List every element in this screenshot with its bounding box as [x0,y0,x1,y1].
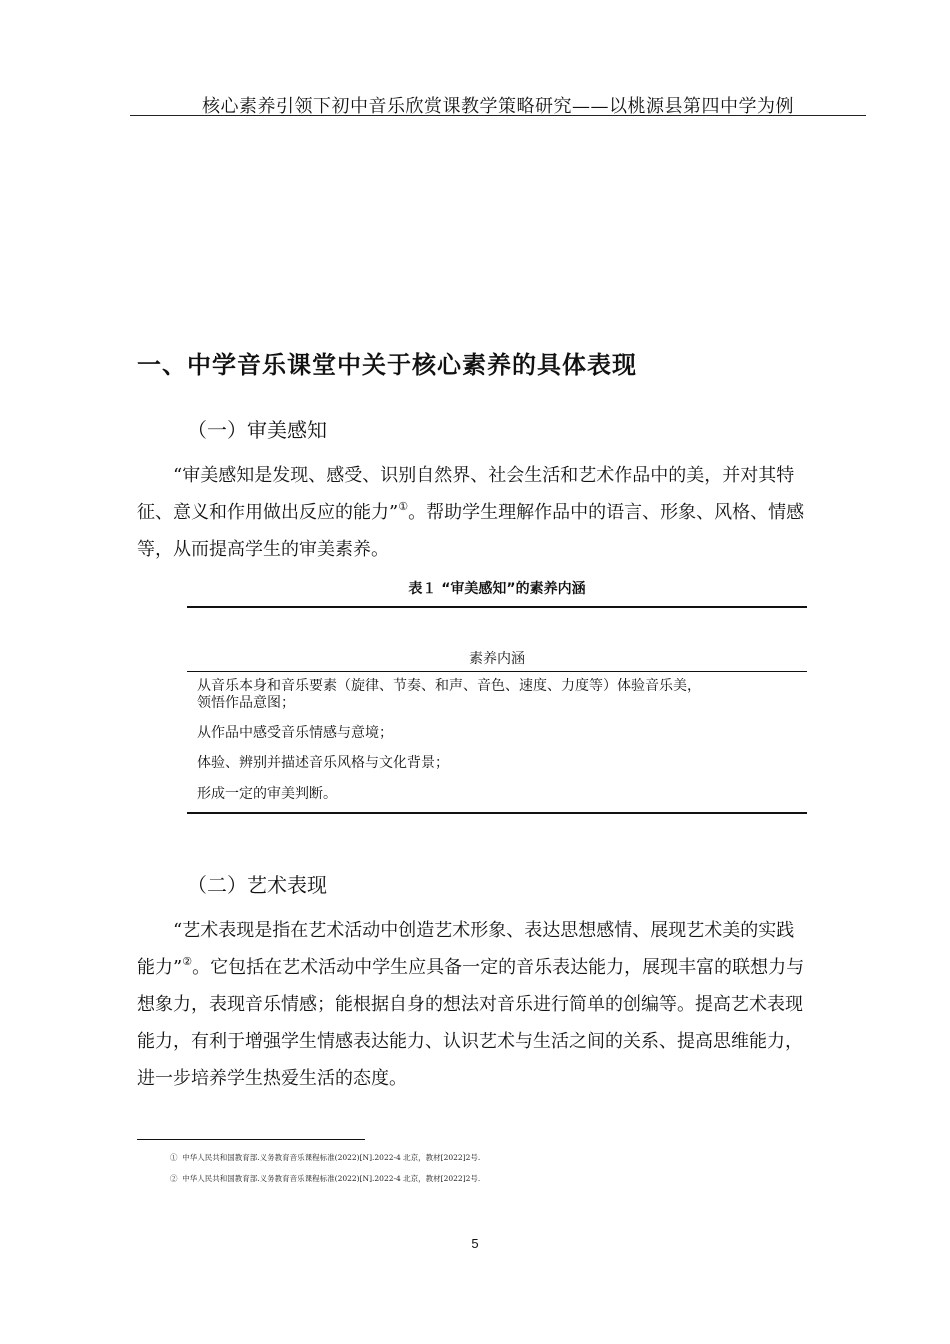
footnote-mark: ② [170,1174,178,1183]
paragraph-line: 想象力，表现音乐情感；能根据自身的想法对音乐进行简单的创编等。提高艺术表现 [137,994,803,1015]
quote-continuation: 。它包括在艺术活动中学生应具备一定的音乐表达能力，展现丰富的联想力与 [192,957,805,978]
table-row: 形成一定的审美判断。 [197,786,337,802]
paragraph-line [137,494,859,531]
footnote-1 [170,1152,480,1163]
quote-end: 能力” [137,957,183,978]
quote-continuation: 。帮助学生理解作品中的语言、形象、风格、情感 [408,502,805,523]
page-number: 5 [471,1236,479,1251]
table-row: 体验、辨别并描述音乐风格与文化背景； [197,755,449,771]
literacy-table [187,606,807,814]
footnote-text: 中华人民共和国教育部.义务教育音乐课程标准(2022)[N].2022-4 北京，教材[2022]2号. [182,1174,481,1183]
table-caption: 表１ “审美感知”的素养内涵 [408,581,586,597]
paragraph-line: “审美感知是发现、感受、识别自然界、社会生活和艺术作品中的美，并对其特 [173,465,795,486]
running-header: 核心素养引领下初中音乐欣赏课教学策略研究——以桃源县第四中学为例 [202,96,794,117]
footnote-mark: ① [170,1153,178,1162]
subsection-heading-2: （二）艺术表现 [187,873,327,897]
paragraph-artistic-expression [137,912,859,1097]
paragraph-line: 能力，有利于增强学生情感表达能力、认识艺术与生活之间的关系、提高思维能力， [137,1031,803,1052]
header-rule [130,115,866,116]
paragraph-line: 进一步培养学生热爱生活的态度。 [137,1068,407,1089]
footnote-2 [170,1173,480,1184]
subsection-heading-1: （一）审美感知 [187,418,327,442]
table-row: 领悟作品意图； [197,695,295,711]
footnote-rule [137,1139,365,1140]
paragraph-line: “艺术表现是指在艺术活动中创造艺术形象、表达思想感情、展现艺术美的实践 [173,920,795,941]
table-row: 从作品中感受音乐情感与意境； [197,725,393,741]
paragraph-line: 等，从而提高学生的审美素养。 [137,539,389,560]
paragraph-line [137,949,859,986]
footnote-ref-1[interactable]: ① [398,500,409,513]
footnote-text: 中华人民共和国教育部.义务教育音乐课程标准(2022)[N].2022-4 北京，教材[2022]2号. [182,1153,481,1162]
table-header: 素养内涵 [187,608,807,672]
paragraph-aesthetic-perception [137,457,859,568]
section-heading: 一、中学音乐课堂中关于核心素养的具体表现 [137,351,637,379]
quote-end: 征、意义和作用做出反应的能力” [137,502,399,523]
table-row: 从音乐本身和音乐要素（旋律、节奏、和声、音色、速度、力度等）体验音乐美， [197,678,701,694]
footnote-ref-2[interactable]: ② [182,955,193,968]
